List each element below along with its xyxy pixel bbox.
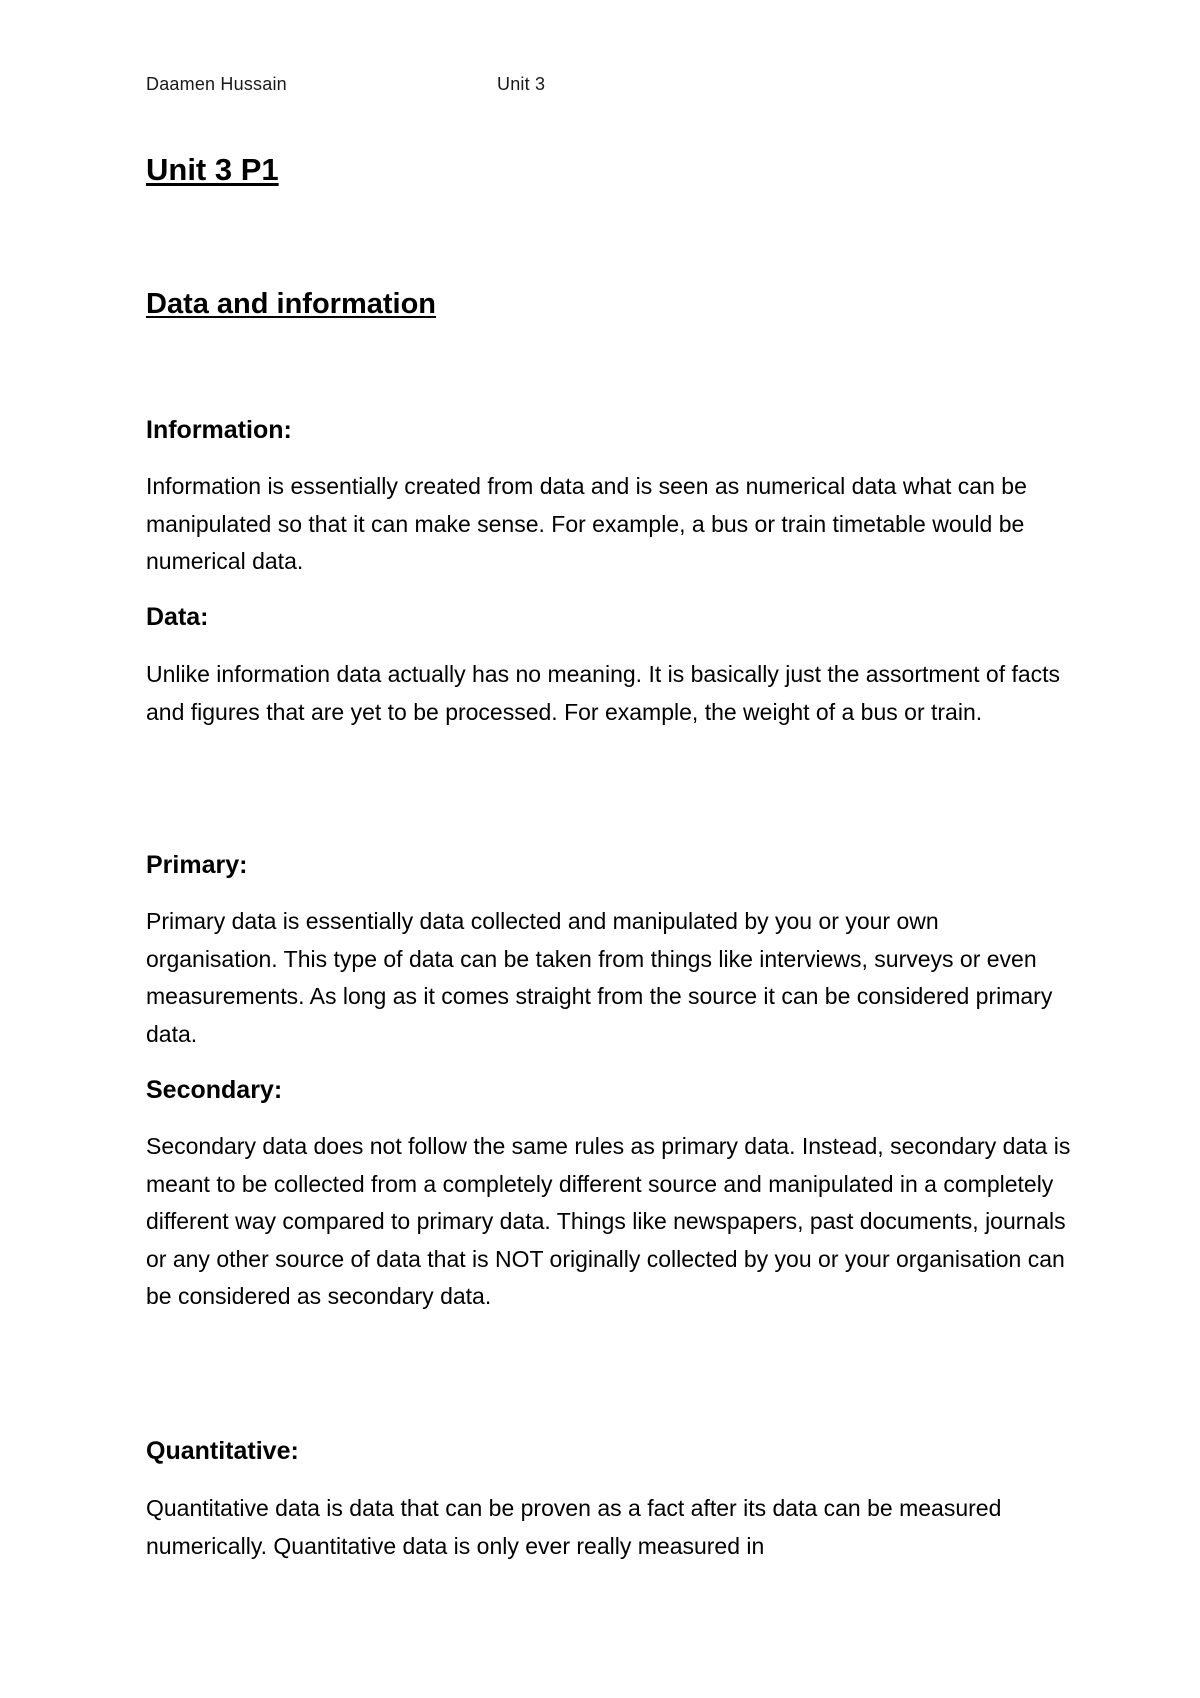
section-body-quantitative: Quantitative data is data that can be proven as a fact after its data can be measured numerically. Quantitative data is only ever really measured in xyxy=(146,1495,1002,1559)
section-heading-information: Information: xyxy=(146,416,292,444)
document-title: Unit 3 P1 xyxy=(146,152,279,187)
header-unit: Unit 3 xyxy=(497,74,546,94)
section-body-information: Information is essentially created from data and is seen as numerical data what can be manipulated so that it can make sense. For example, a bus or train timetable would be numerical data. xyxy=(146,473,1027,574)
section-heading-secondary: Secondary: xyxy=(146,1076,283,1104)
section-body-data: Unlike information data actually has no meaning. It is basically just the assortment of facts and figures that are yet to be processed. For example, the weight of a bus or train. xyxy=(146,661,1061,725)
document-subtitle: Data and information xyxy=(146,288,437,320)
section-heading-data: Data: xyxy=(146,603,209,631)
section-heading-primary: Primary: xyxy=(146,851,248,879)
section-heading-quantitative: Quantitative: xyxy=(146,1437,299,1465)
header-author: Daamen Hussain xyxy=(146,74,287,94)
section-body-secondary: Secondary data does not follow the same rules as primary data. Instead, secondary data is meant to be collected from a completely different source and manipulated in a completely different way compared to primary data. Things like newspapers, past documents, journals or any other source of data that is NOT originally collected by you or your organisation can be considered as secondary data. xyxy=(146,1133,1071,1309)
section-body-primary: Primary data is essentially data collected and manipulated by you or your own organisation. This type of data can be taken from things like interviews, surveys or even measurements. As long as it comes straight from the source it can be considered primary data. xyxy=(146,908,1053,1047)
